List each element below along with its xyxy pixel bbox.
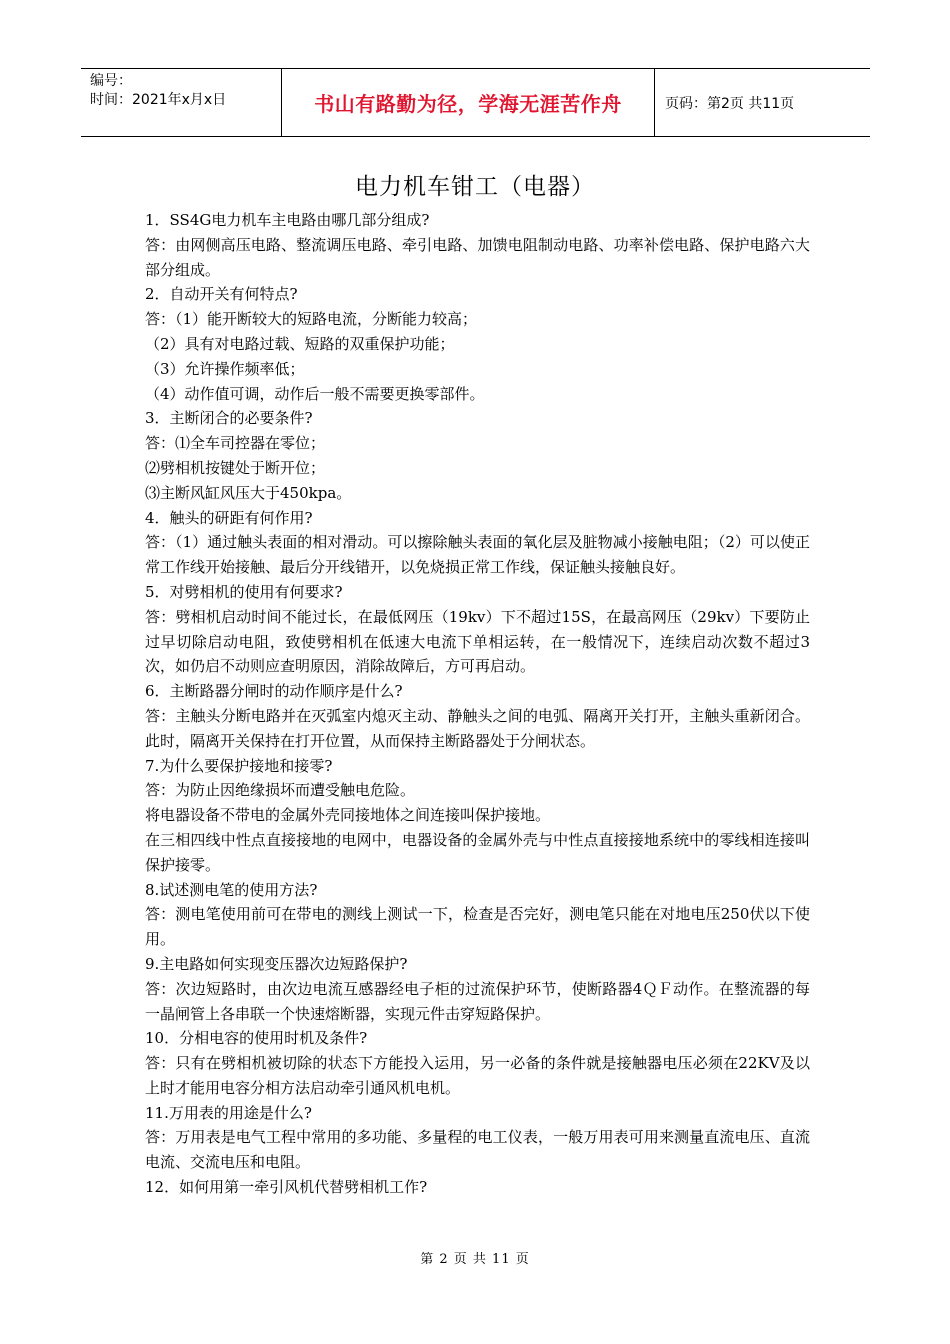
body-paragraph: 答：次边短路时，由次边电流互感器经电子柜的过流保护环节，使断路器4ＱＦ动作。在整流器的每一晶闸管上各串联一个快速熔断器，实现元件击穿短路保护。 <box>145 979 810 1023</box>
body-paragraph: 10．分相电容的使用时机及条件? <box>145 1029 368 1048</box>
body-paragraph: 3．主断闭合的必要条件? <box>145 409 313 428</box>
page-footer: 第 2 页 共 11 页 <box>420 1252 530 1267</box>
body-paragraph: （2）具有对电路过载、短路的双重保护功能； <box>145 334 455 353</box>
body-paragraph: ⑵劈相机按键处于断开位； <box>145 458 326 477</box>
motto-text: 书山有路勤为径，学海无涯苦作舟 <box>314 92 622 116</box>
body-paragraph: 8.试述测电笔的使用方法? <box>145 880 318 899</box>
body-paragraph: 答：主触头分断电路并在灭弧室内熄灭主动、静触头之间的电弧、隔离开关打开，主触头重新闭合。此时，隔离开关保持在打开位置，从而保持主断路器处于分闸状态。 <box>145 706 810 750</box>
body-paragraph: 2．自动开关有何特点? <box>145 285 298 304</box>
body-paragraph: 将电器设备不带电的金属外壳同接地体之间连接叫保护接地。 <box>145 806 551 825</box>
body-paragraph: 答：由网侧高压电路、整流调压电路、牵引电路、加馈电阻制动电路、功率补偿电路、保护电路六大部分组成。 <box>145 235 810 279</box>
body-paragraph: 9.主电路如何实现变压器次边短路保护? <box>145 954 408 973</box>
body-paragraph: 答：（1）能开断较大的短路电流，分断能力较高； <box>145 310 478 329</box>
body-paragraph: 5．对劈相机的使用有何要求? <box>145 582 343 601</box>
body-paragraph: 答：测电笔使用前可在带电的测线上测试一下，检查是否完好，测电笔只能在对地电压250伏以下使用。 <box>145 905 810 949</box>
page-info-text: 页码：第2页 共11页 <box>665 95 795 112</box>
body-paragraph: 1．SS4G电力机车主电路由哪几部分组成? <box>145 211 430 229</box>
body-paragraph: 答：万用表是电气工程中常用的多功能、多量程的电工仪表，一般万用表可用来测量直流电压、直流电流、交流电压和电阻。 <box>145 1128 810 1172</box>
body-paragraph: 答：⑴全车司控器在零位； <box>145 434 326 453</box>
body-paragraph: 4．触头的研距有何作用? <box>145 508 313 527</box>
header-table <box>81 68 870 137</box>
document-number-label: 编号： <box>90 73 132 89</box>
body-paragraph: 7.为什么要保护接地和接零? <box>145 756 333 775</box>
document-title: 电力机车钳工（电器） <box>355 174 595 200</box>
body-paragraph: 答：只有在劈相机被切除的状态下方能投入运用，另一必备的条件就是接触器电压必须在22KV及以上时才能用电容分相方法启动牵引通风机电机。 <box>145 1054 810 1097</box>
header-meta-cell <box>81 69 282 136</box>
body-paragraph: ⑶主断风缸风压大于450kpa。 <box>145 483 352 502</box>
body-paragraph: 在三相四线中性点直接接地的电网中，电器设备的金属外壳与中性点直接接地系统中的零线相连接叫保护接零。 <box>145 830 810 874</box>
header-page-cell <box>655 69 870 136</box>
body-paragraph: 11.万用表的用途是什么? <box>145 1103 312 1122</box>
body-paragraph: 12．如何用第一牵引风机代替劈相机工作? <box>145 1178 428 1197</box>
body-paragraph: （3）允许操作频率低； <box>145 359 305 378</box>
body-paragraph: 答：为防止因绝缘损坏而遭受触电危险。 <box>145 781 416 800</box>
header-motto-cell <box>282 69 655 136</box>
document-date-label: 时间：2021年x月x日 <box>90 92 227 108</box>
body-paragraph: 答：（1）通过触头表面的相对滑动。可以擦除触头表面的氧化层及脏物减小接触电阻；（2）可以使正常工作线开始接触、最后分开线错开，以免烧损正常工作线，保证触头接触良好。 <box>145 533 810 577</box>
document-body <box>145 208 810 1200</box>
body-paragraph: （4）动作值可调，动作后一般不需要更换零部件。 <box>145 384 485 403</box>
body-paragraph: 答：劈相机启动时间不能过长，在最低网压（19kv）下不超过15S，在最高网压（29kv）下要防止过早切除启动电阻，致使劈相机在低速大电流下单相运转，在一般情况下，连续启动次数不超过3次，如仍启不动则应查明原因，消除故障后，方可再启动。 <box>145 607 810 676</box>
body-paragraph: 6．主断路器分闸时的动作顺序是什么? <box>145 682 403 701</box>
